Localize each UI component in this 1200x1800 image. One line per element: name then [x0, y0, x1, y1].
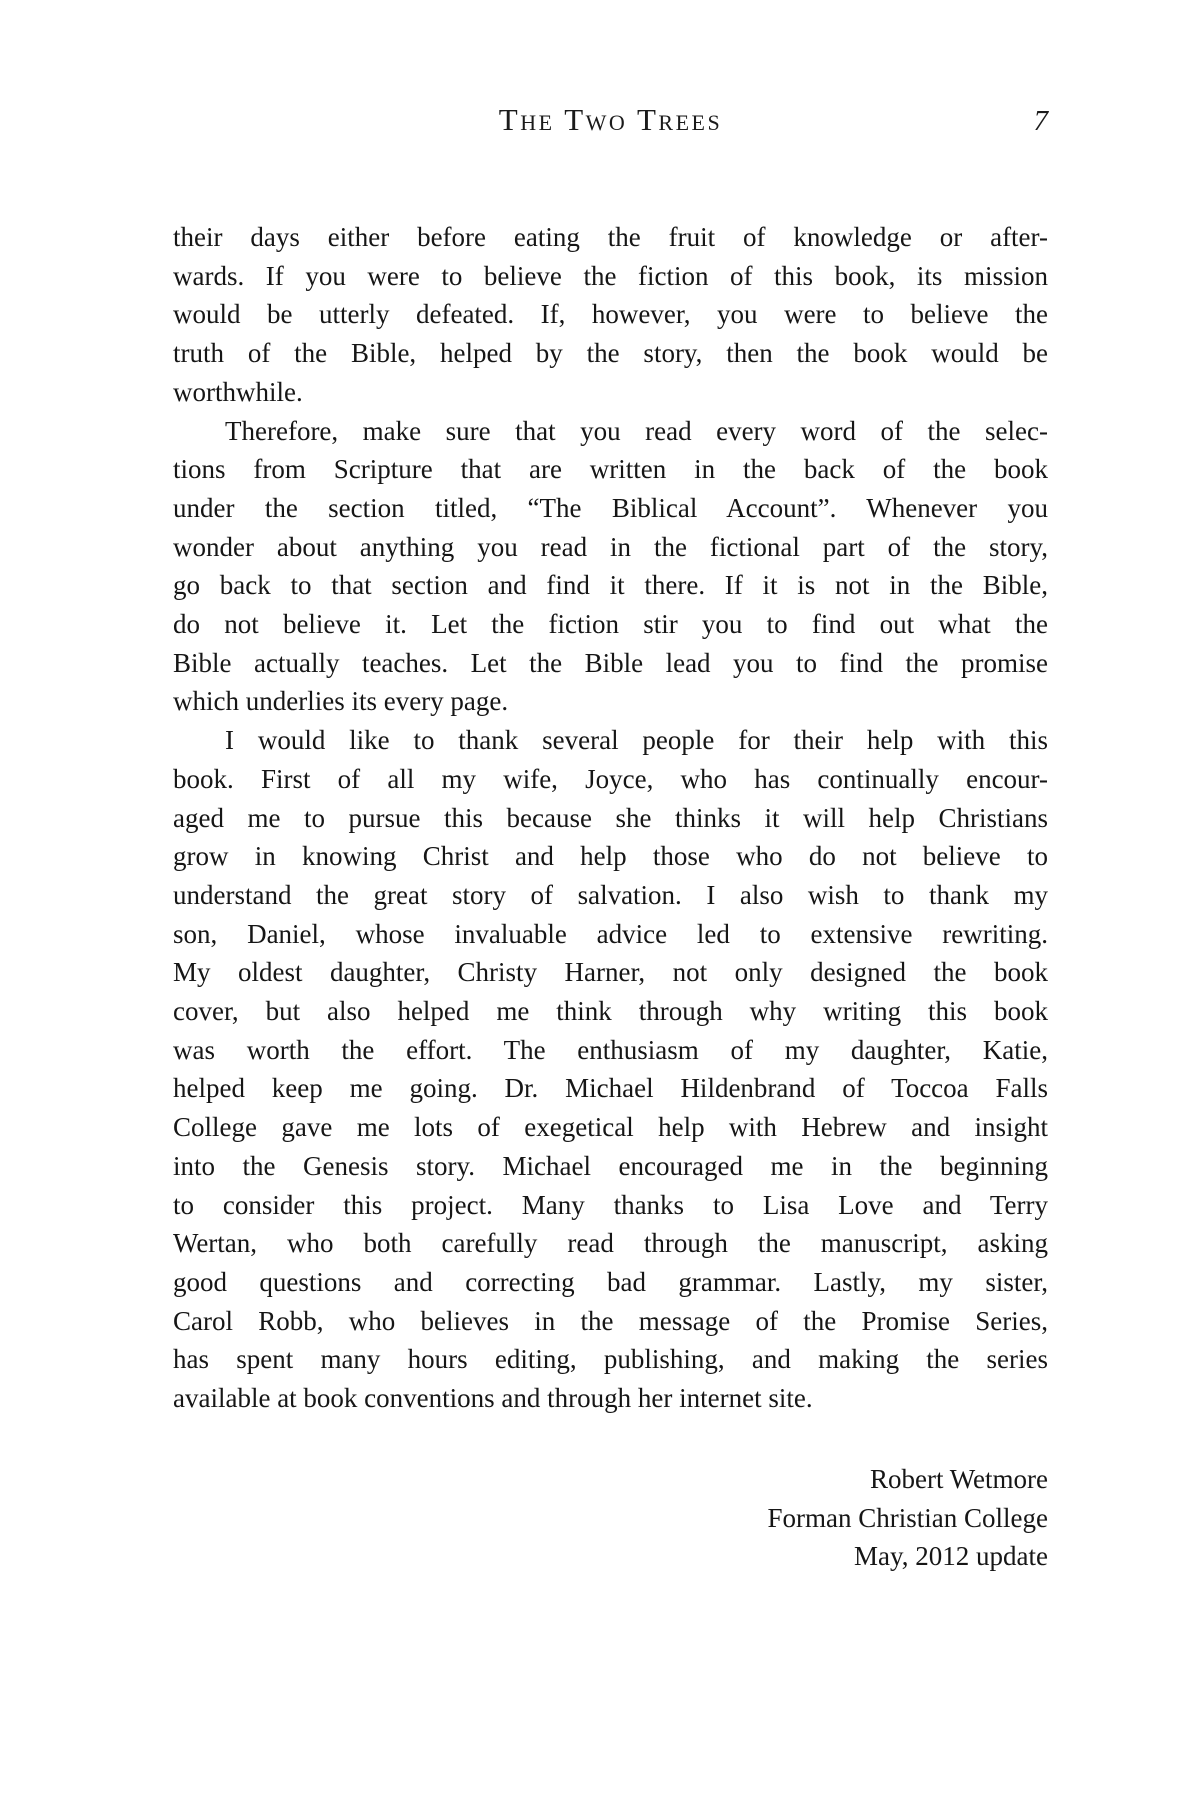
- signature-block: [768, 1460, 1048, 1576]
- body-line: Therefore, make sure that you read every word of the selec-: [225, 415, 1048, 446]
- body-line: has spent many hours editing, publishing, and making the series: [173, 1344, 1048, 1375]
- body-line: was worth the effort. The enthusiasm of my daughter, Katie,: [173, 1034, 1048, 1065]
- paragraph: [173, 218, 1048, 412]
- paragraph: [173, 721, 1048, 1418]
- signature-line: May, 2012 update: [854, 1541, 1048, 1572]
- body-line: Carol Robb, who believes in the message of the Promise Series,: [173, 1305, 1048, 1336]
- body-line: truth of the Bible, helped by the story, then the book would be: [173, 338, 1048, 369]
- body-line: Wertan, who both carefully read through the manuscript, asking: [173, 1228, 1048, 1259]
- body-line: to consider this project. Many thanks to Lisa Love and Terry: [173, 1189, 1048, 1220]
- body-line: helped keep me going. Dr. Michael Hildenbrand of Toccoa Falls: [173, 1073, 1048, 1104]
- body-line: into the Genesis story. Michael encouraged me in the beginning: [173, 1150, 1048, 1181]
- body-line: their days either before eating the fruit of knowledge or after-: [173, 222, 1048, 252]
- paragraph: [173, 412, 1048, 722]
- body-line: good questions and correcting bad grammar. Lastly, my sister,: [173, 1266, 1048, 1297]
- signature-line: Forman Christian College: [767, 1502, 1048, 1533]
- body-line: understand the great story of salvation. I also wish to thank my: [173, 879, 1048, 910]
- body-line: cover, but also helped me think through why writing this book: [173, 996, 1048, 1027]
- body-line: under the section titled, “The Biblical Account”. Whenever you: [173, 492, 1048, 523]
- body-line: My oldest daughter, Christy Harner, not only designed the book: [173, 957, 1048, 988]
- body-line: go back to that section and find it there. If it is not in the Bible,: [173, 570, 1048, 601]
- body-line: do not believe it. Let the fiction stir you to find out what the: [173, 609, 1048, 640]
- body-line: would be utterly defeated. If, however, you were to believe the: [173, 299, 1048, 330]
- body-line: wards. If you were to believe the fiction of this book, its mission: [173, 260, 1048, 291]
- running-header: [173, 103, 1048, 143]
- body-line: which underlies its every page.: [173, 686, 509, 717]
- body-line: wonder about anything you read in the fictional part of the story,: [173, 531, 1048, 562]
- body-line: tions from Scripture that are written in the back of the book: [173, 454, 1048, 485]
- body-line: available at book conventions and through her internet site.: [173, 1383, 813, 1414]
- body-line: College gave me lots of exegetical help with Hebrew and insight: [173, 1112, 1048, 1143]
- body-text: [173, 218, 1048, 1418]
- page-number: 7: [1033, 105, 1048, 137]
- body-line: book. First of all my wife, Joyce, who has continually encour-: [173, 763, 1048, 794]
- body-line: worthwhile.: [173, 376, 303, 407]
- page-title: The Two Trees: [498, 102, 723, 137]
- body-line: Bible actually teaches. Let the Bible lead you to find the promise: [173, 647, 1048, 678]
- body-line: grow in knowing Christ and help those who do not believe to: [173, 841, 1048, 872]
- body-line: I would like to thank several people for their help with this: [225, 725, 1048, 756]
- signature-line: Robert Wetmore: [869, 1464, 1048, 1494]
- body-line: aged me to pursue this because she thinks it will help Christians: [173, 802, 1048, 833]
- body-line: son, Daniel, whose invaluable advice led to extensive rewriting.: [173, 918, 1048, 949]
